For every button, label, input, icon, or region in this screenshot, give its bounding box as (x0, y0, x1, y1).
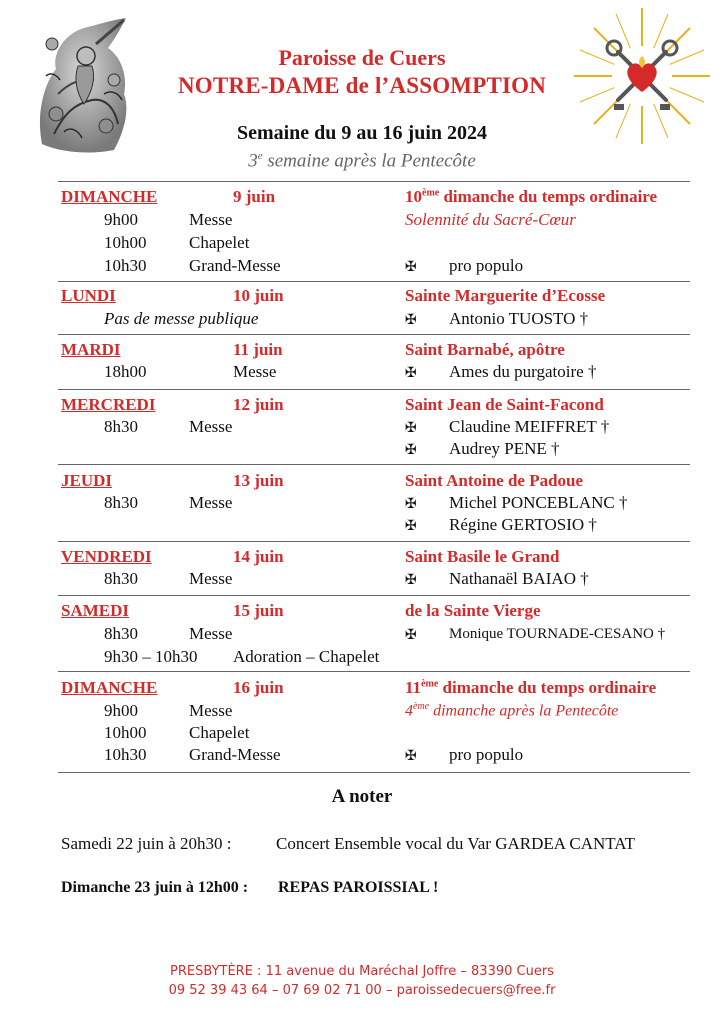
liturgical-day: 10ème dimanche du temps ordinaire (405, 187, 658, 206)
mass-intention: Ames du purgatoire † (449, 362, 597, 381)
service-time: 10h30 (104, 745, 147, 764)
week-subtitle: 3e semaine après la Pentecôte (248, 150, 476, 172)
day-date: 14 juin (233, 547, 284, 566)
divider (58, 464, 690, 465)
service-time: 10h00 (104, 723, 147, 742)
mass-intention: pro populo (449, 745, 524, 764)
note-text: Concert Ensemble vocal du Var GARDEA CANTAT (276, 834, 636, 853)
mass-intention: Audrey PENE † (449, 439, 560, 458)
day-date: 16 juin (233, 678, 284, 697)
divider (58, 281, 690, 282)
cross-icon: ✠ (405, 627, 417, 643)
service-type: Grand-Messe (189, 745, 281, 764)
service-type: Adoration – Chapelet (233, 647, 380, 666)
service-type: Messe (189, 624, 233, 643)
divider (58, 334, 690, 335)
day-label: LUNDI (61, 286, 116, 305)
liturgical-day: Saint Jean de Saint-Facond (405, 395, 604, 414)
service-type: Messe (189, 493, 233, 512)
divider (58, 772, 690, 773)
service-time: 10h30 (104, 256, 147, 275)
day-date: 10 juin (233, 286, 284, 305)
church-name: NOTRE-DAME de l’ASSOMPTION (177, 73, 547, 98)
liturgical-day: de la Sainte Vierge (405, 601, 541, 620)
week-title: Semaine du 9 au 16 juin 2024 (236, 122, 488, 144)
note-date: Dimanche 23 juin à 12h00 : (61, 879, 249, 896)
parish-name: Paroisse de Cuers (278, 45, 446, 70)
day-label: DIMANCHE (61, 187, 158, 206)
cross-icon: ✠ (405, 420, 417, 436)
mass-intention: Nathanaël BAIAO † (449, 569, 589, 588)
service-type: Chapelet (189, 233, 250, 252)
cross-icon: ✠ (405, 518, 417, 534)
mass-intention: pro populo (449, 256, 524, 275)
solemnity: Solennité du Sacré-Cœur (405, 210, 576, 229)
cross-icon: ✠ (405, 572, 417, 588)
service-type: Messe (189, 210, 233, 229)
service-time: 8h30 (104, 624, 138, 643)
service-type: Chapelet (189, 723, 250, 742)
notes-title: A noter (331, 786, 393, 807)
service-type: Messe (233, 362, 277, 381)
cross-icon: ✠ (405, 259, 417, 275)
divider (58, 541, 690, 542)
day-date: 13 juin (233, 471, 284, 490)
note-text: REPAS PAROISSIAL ! (278, 879, 439, 896)
day-label: MARDI (61, 340, 121, 359)
service-time: 9h30 – 10h30 (104, 647, 198, 666)
mass-intention: Antonio TUOSTO † (449, 309, 589, 328)
contact-info: 09 52 39 43 64 – 07 69 02 71 00 – paroissedecuers@free.fr (168, 983, 556, 998)
service-time: 8h30 (104, 493, 138, 512)
day-label: VENDREDI (61, 547, 152, 566)
service-type: Messe (189, 701, 233, 720)
mass-intention: Claudine MEIFFRET † (449, 417, 610, 436)
mass-intention: Monique TOURNADE-CESANO † (449, 626, 666, 642)
service-time: 9h00 (104, 701, 138, 720)
day-date: 9 juin (233, 187, 276, 206)
cross-icon: ✠ (405, 312, 417, 328)
service-time: 8h30 (104, 417, 138, 436)
day-label: MERCREDI (61, 395, 156, 414)
liturgical-day: Sainte Marguerite d’Ecosse (405, 286, 606, 305)
liturgical-day: Saint Barnabé, apôtre (405, 340, 565, 359)
day-date: 15 juin (233, 601, 284, 620)
day-label: SAMEDI (61, 601, 130, 620)
divider (58, 389, 690, 390)
day-date: 11 juin (233, 340, 283, 359)
divider (58, 181, 690, 182)
liturgical-day: Saint Antoine de Padoue (405, 471, 584, 490)
day-label: DIMANCHE (61, 678, 158, 697)
solemnity: 4ème dimanche après la Pentecôte (405, 701, 619, 720)
mass-intention: Michel PONCEBLANC † (449, 493, 628, 512)
note-date: Samedi 22 juin à 20h30 : (61, 834, 232, 853)
service-time: 9h00 (104, 210, 138, 229)
cross-icon: ✠ (405, 365, 417, 381)
divider (58, 671, 690, 672)
cross-icon: ✠ (405, 748, 417, 764)
service-type: Messe (189, 569, 233, 588)
service-time: 10h00 (104, 233, 147, 252)
service-type: Grand-Messe (189, 256, 281, 275)
service-type: Messe (189, 417, 233, 436)
cross-icon: ✠ (405, 442, 417, 458)
day-label: JEUDI (61, 471, 113, 490)
day-note: Pas de messe publique (104, 309, 259, 328)
liturgical-day: Saint Basile le Grand (405, 547, 560, 566)
liturgical-day: 11ème dimanche du temps ordinaire (405, 678, 657, 697)
service-time: 8h30 (104, 569, 138, 588)
divider (58, 595, 690, 596)
day-date: 12 juin (233, 395, 284, 414)
cross-icon: ✠ (405, 496, 417, 512)
presbytery-address: PRESBYTÈRE : 11 avenue du Maréchal Joffre – 83390 Cuers (170, 964, 554, 979)
mass-intention: Régine GERTOSIO † (449, 515, 597, 534)
service-time: 18h00 (104, 362, 147, 381)
